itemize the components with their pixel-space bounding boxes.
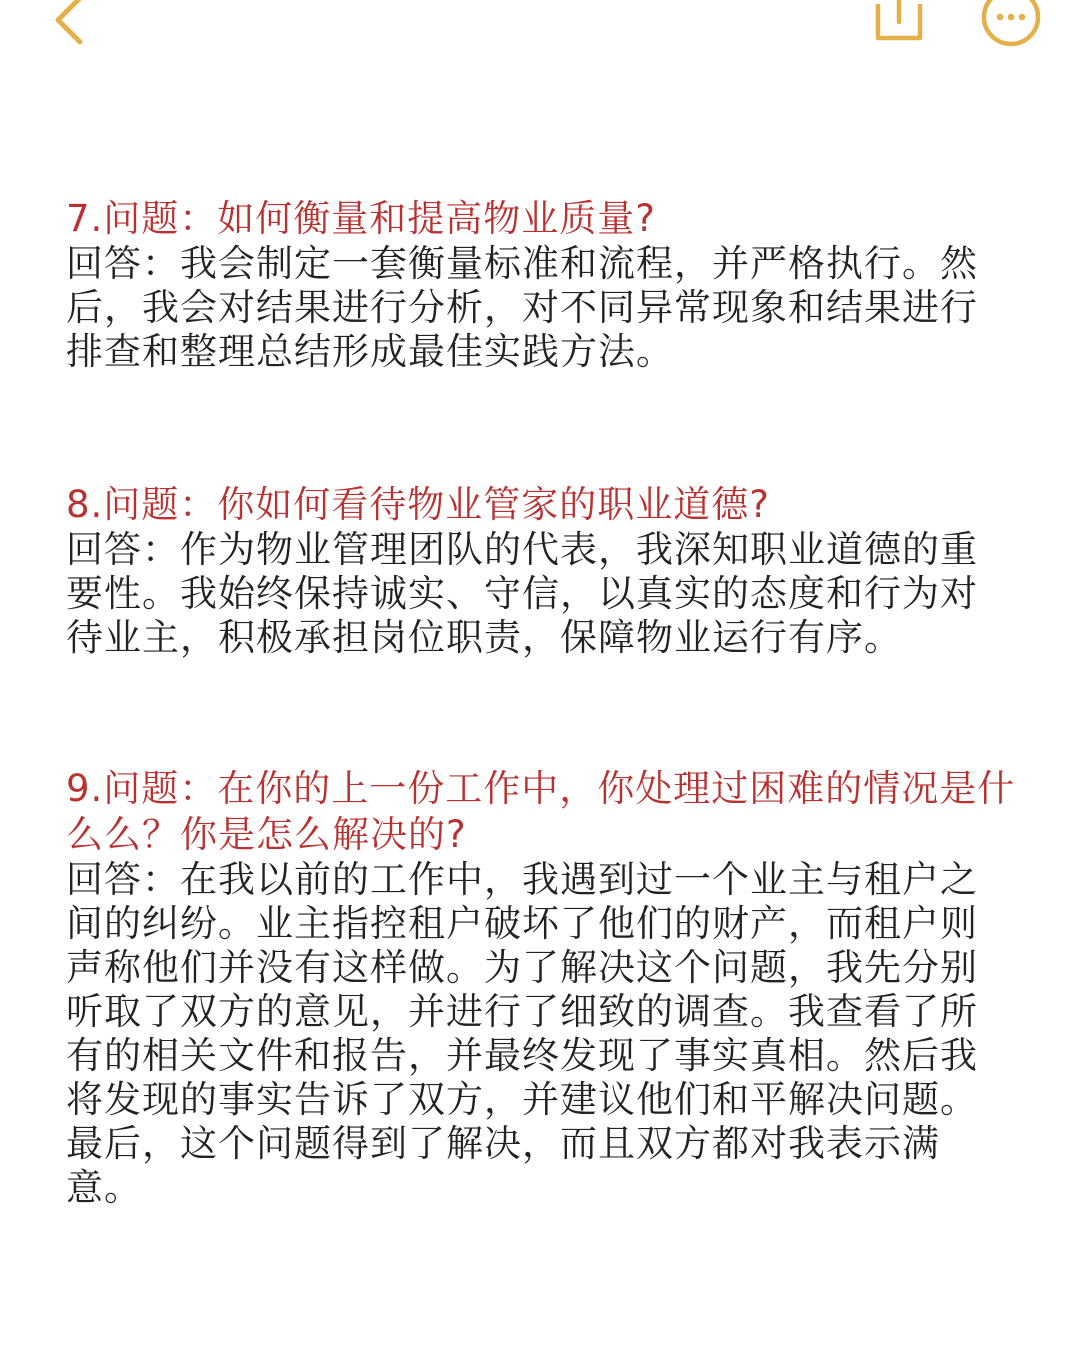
top-bar	[0, 0, 1080, 70]
question-7: 7.问题：如何衡量和提高物业质量?	[66, 197, 656, 240]
qa-item-8	[66, 482, 1036, 660]
qa-item-7	[66, 196, 1036, 374]
back-arrow-icon[interactable]	[44, 0, 114, 58]
share-icon[interactable]	[868, 0, 930, 52]
answer-7: 回答：我会制定一套衡量标准和流程，并严格执行。然后，我会对结果进行分析，对不同异常现象和结果进行排查和整理总结形成最佳实践方法。	[66, 242, 978, 373]
spacer	[66, 374, 1036, 482]
answer-8: 回答：作为物业管理团队的代表，我深知职业道德的重要性。我始终保持诚实、守信，以真实的态度和行为对待业主，积极承担岗位职责，保障物业运行有序。	[66, 528, 978, 659]
qa-item-9	[66, 766, 1036, 1210]
question-8: 8.问题：你如何看待物业管家的职业道德?	[66, 483, 770, 526]
spacer	[66, 660, 1036, 766]
more-icon[interactable]	[976, 0, 1046, 52]
qa-content	[66, 196, 1036, 1210]
answer-9: 回答：在我以前的工作中，我遇到过一个业主与租户之间的纠纷。业主指控租户破坏了他们的财产，而租户则声称他们并没有这样做。为了解决这个问题，我先分别听取了双方的意见，并进行了细致的调查。我查看了所有的相关文件和报告，并最终发现了事实真相。然后我将发现的事实告诉了双方，并建议他们和平解决问题。最后，这个问题得到了解决，而且双方都对我表示满意。	[66, 858, 978, 1209]
question-9: 9.问题：在你的上一份工作中，你处理过困难的情况是什么么？你是怎么解决的?	[66, 767, 1016, 856]
